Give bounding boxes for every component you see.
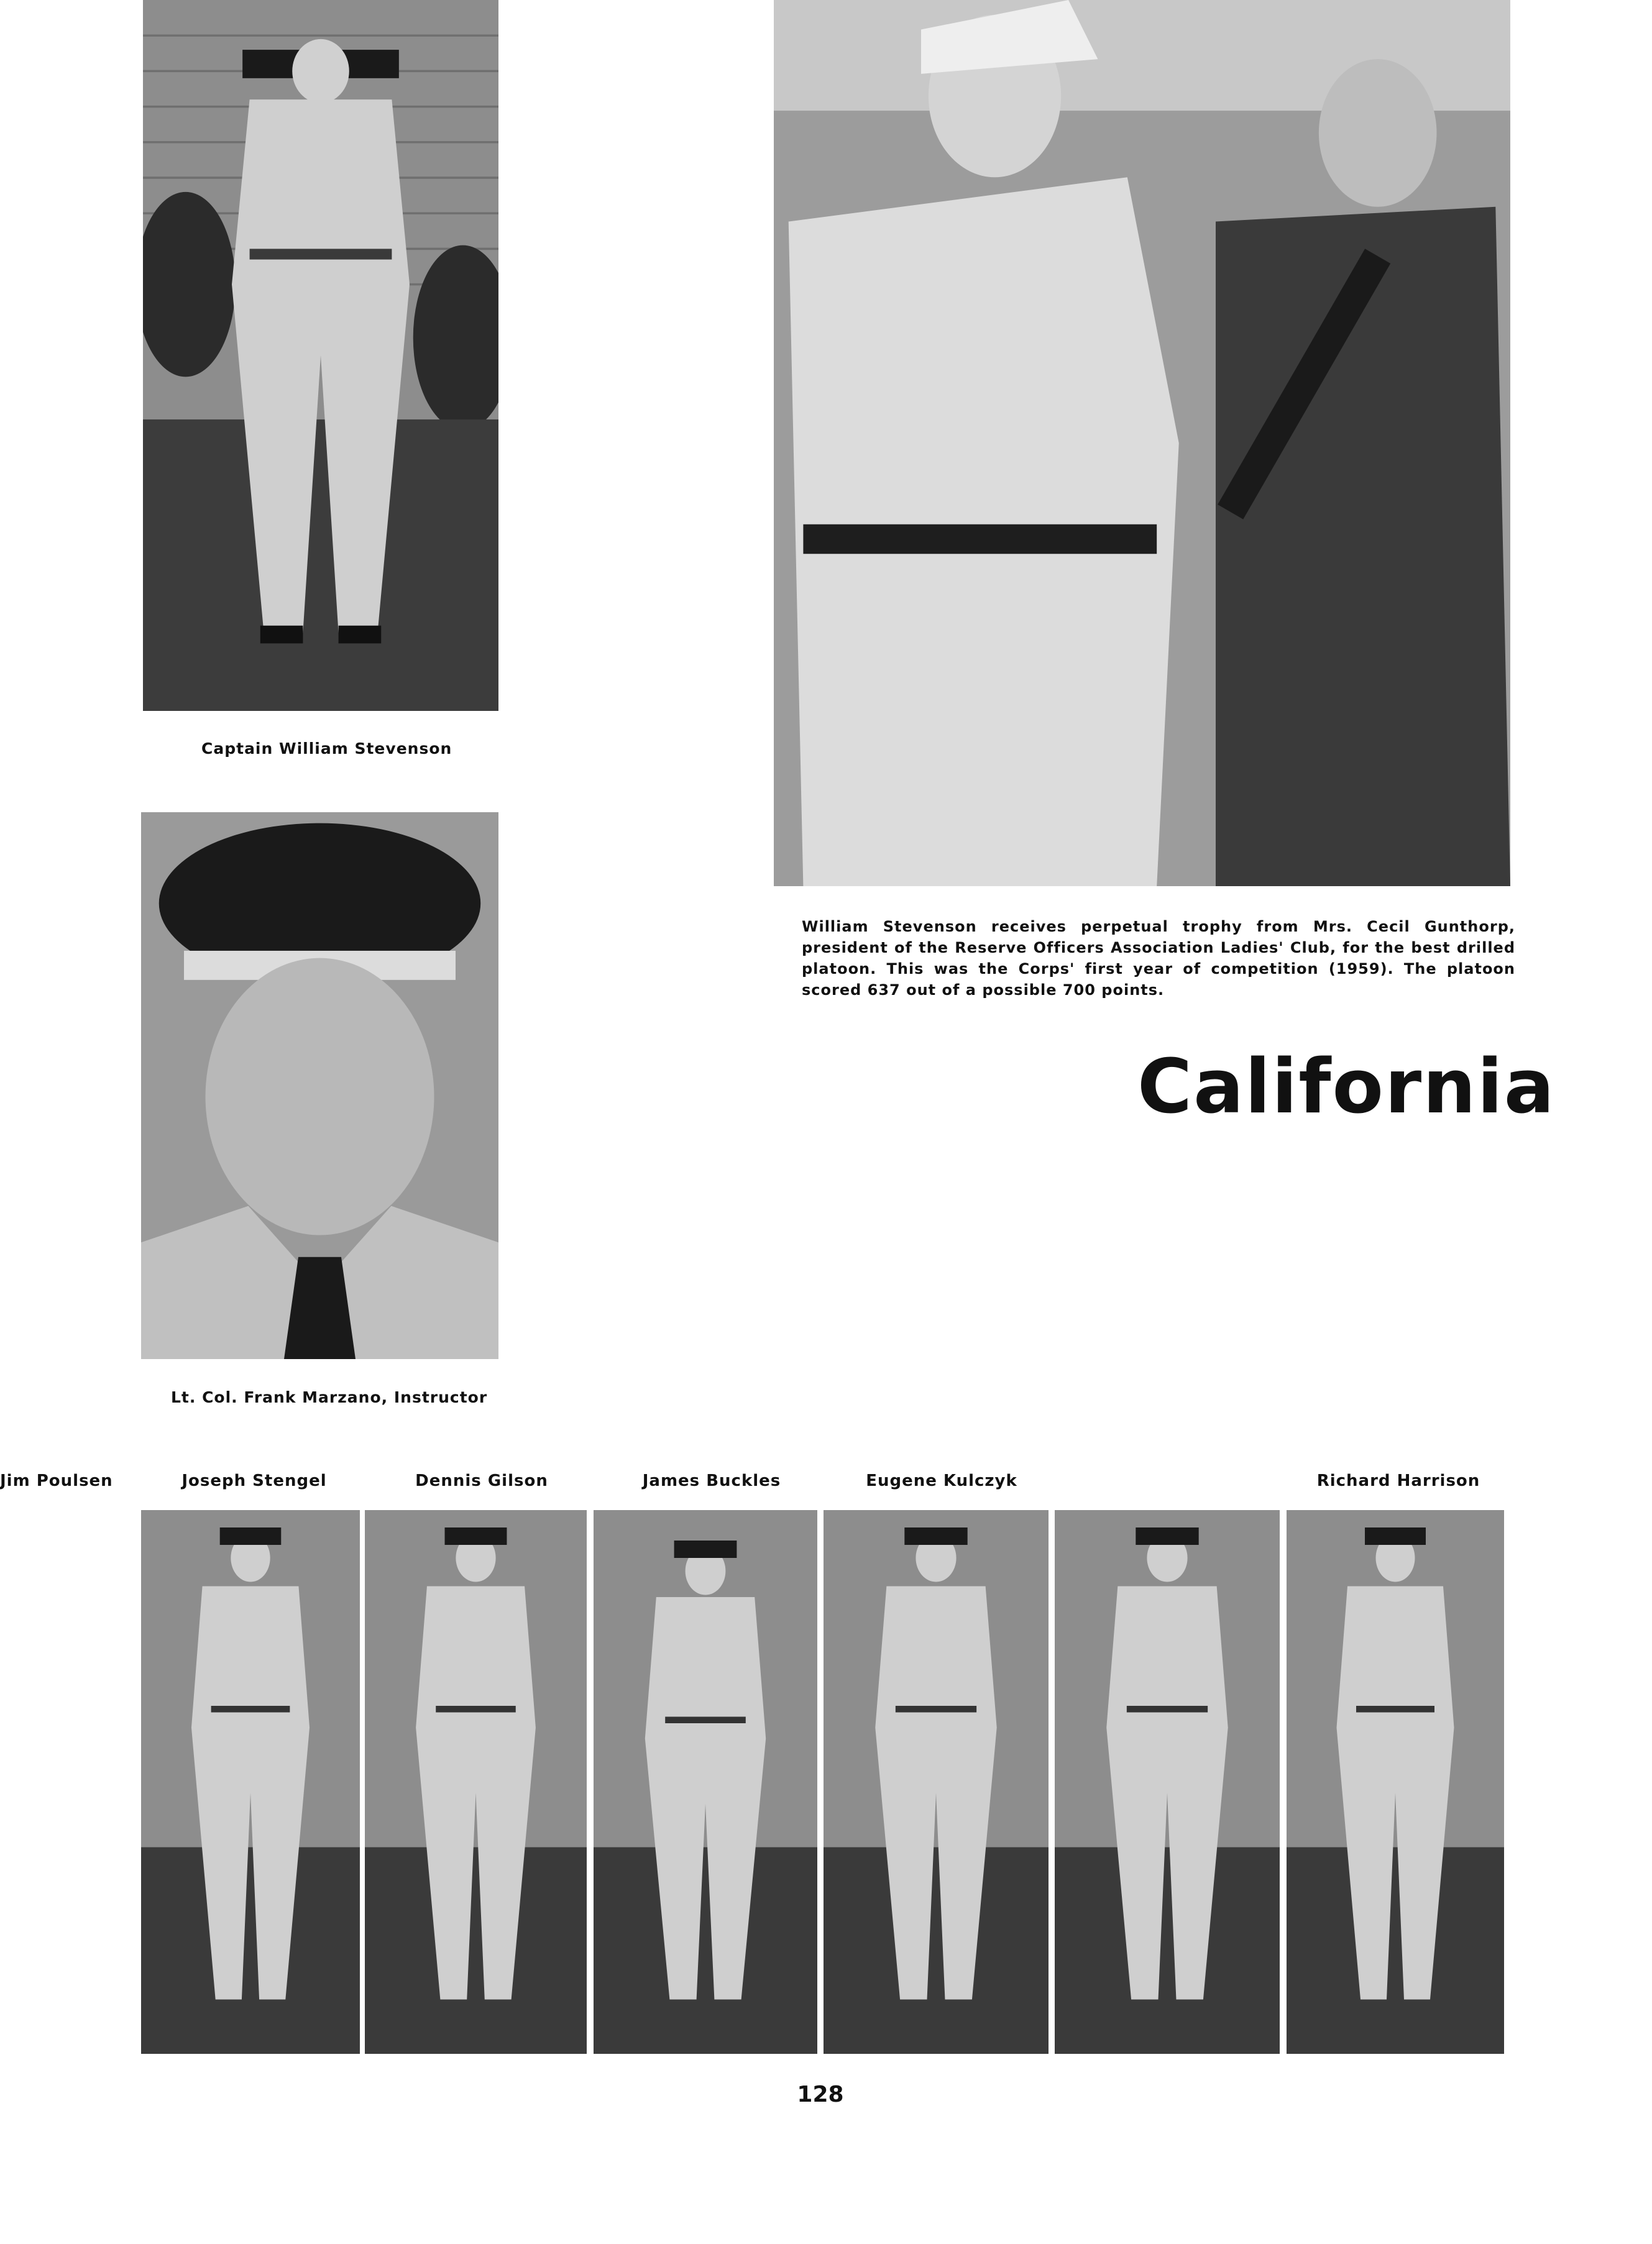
cadet-name: Joseph Stengel (181, 1472, 327, 1490)
captain-photo (143, 0, 498, 711)
instructor-portrait (141, 812, 498, 1359)
cadet-photo (1055, 1510, 1280, 2054)
cadet-name: Eugene Kulczyk (866, 1472, 1017, 1490)
captain-caption: Captain William Stevenson (201, 740, 452, 758)
cadet-photo (141, 1510, 360, 2054)
cadet-name: Richard Harrison (1316, 1472, 1480, 1490)
instructor-caption: Lt. Col. Frank Marzano, Instructor (171, 1388, 488, 1406)
cadet-name: Dennis Gilson (415, 1472, 548, 1490)
page-number: 128 (797, 2082, 844, 2107)
cadet-name: James Buckles (642, 1472, 781, 1490)
cadet-photo (365, 1510, 587, 2054)
section-title: California (1137, 1044, 1556, 1130)
cadet-photo (594, 1510, 817, 2054)
trophy-presentation-photo (774, 0, 1510, 886)
cadet-name: Jim Poulsen (0, 1472, 113, 1490)
cadet-photo (824, 1510, 1049, 2054)
trophy-caption: William Stevenson receives perpetual trophy from Mrs. Cecil Gunthorp, president of the Reserve Officers Association Ladies' Club, for the best drilled platoon. This was the Corps' first year of competition (1959). The platoon scored 637 out of a possible 700 points. (802, 918, 1515, 999)
cadet-photo (1287, 1510, 1504, 2054)
